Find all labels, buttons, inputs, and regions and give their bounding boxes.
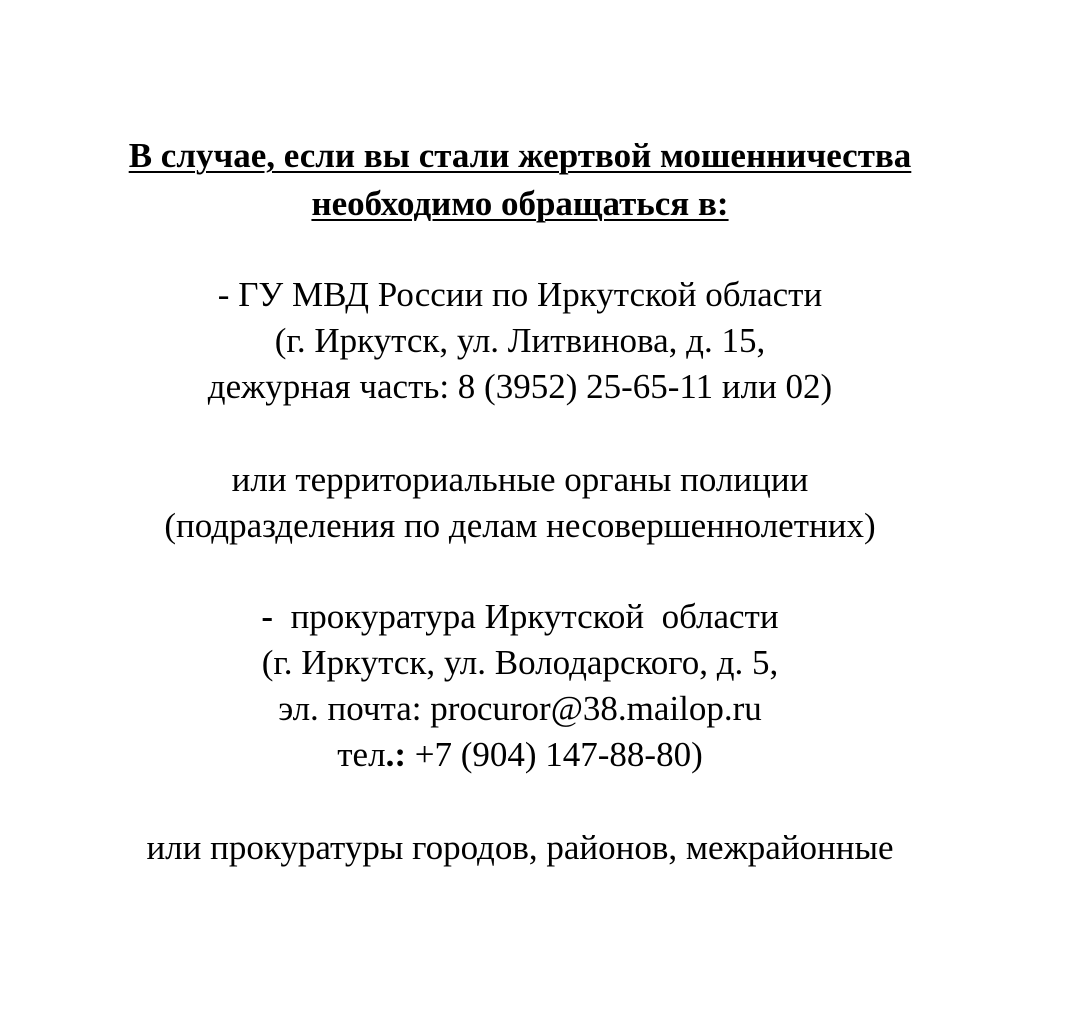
- heading-line-2: необходимо обращаться в:: [311, 184, 729, 223]
- mvd-line-3: дежурная часть: 8 (3952) 25-65-11 или 02): [207, 367, 833, 406]
- police-line-2: (подразделения по делам несовершеннолетних): [164, 506, 876, 545]
- police-line-1: или территориальные органы полиции: [231, 460, 809, 499]
- prosecutor-title: прокуратура Иркутской области: [290, 597, 779, 636]
- prosecutor-phone-line: [0, 733, 1040, 777]
- phone-separator: .:: [385, 735, 406, 774]
- heading-line-1: В случае, если вы стали жертвой мошенничества: [128, 136, 912, 175]
- prosecutor-line-1: [0, 595, 1040, 639]
- phone-label: тел: [337, 735, 386, 774]
- mvd-line-2: (г. Иркутск, ул. Литвинова, д. 15,: [274, 321, 766, 360]
- local-prosecutors-line: или прокуратуры городов, районов, межрайонные: [146, 828, 894, 867]
- prosecutor-email-line: эл. почта: procuror@38.mailop.ru: [278, 689, 762, 728]
- prosecutor-dash: -: [261, 597, 274, 636]
- phone-value: +7 (904) 147-88-80): [405, 735, 703, 774]
- prosecutor-line-2: (г. Иркутск, ул. Володарского, д. 5,: [261, 643, 779, 682]
- mvd-line-1: - ГУ МВД России по Иркутской области: [217, 275, 823, 314]
